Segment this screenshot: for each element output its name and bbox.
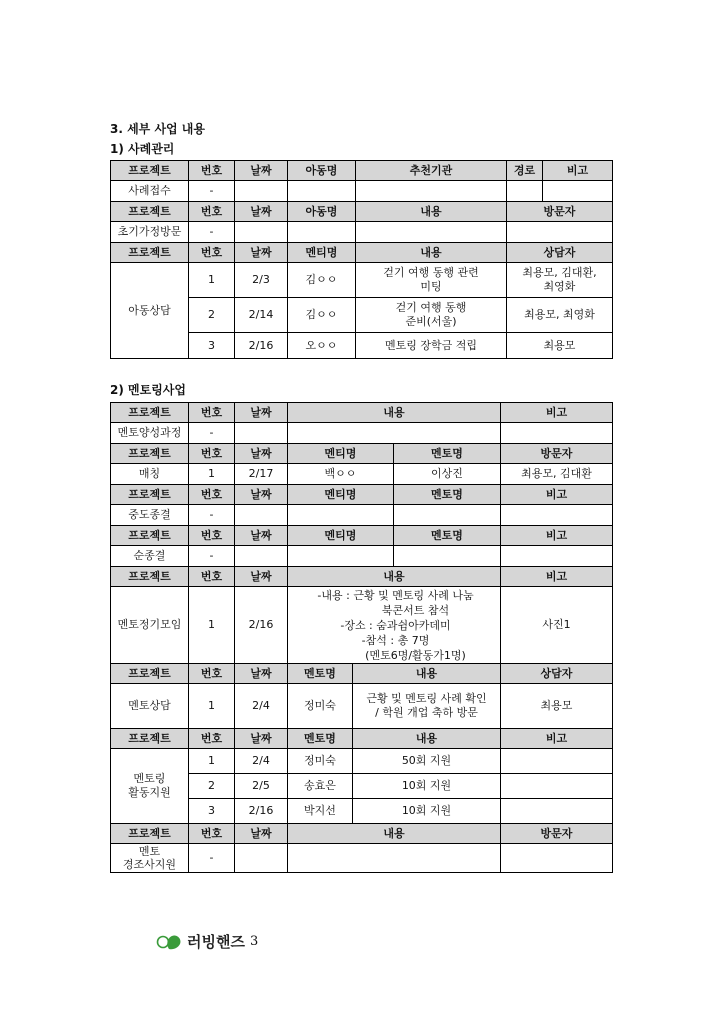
- cell-counselor: 최용모: [501, 684, 613, 729]
- cell-project: 멘토상담: [111, 684, 189, 729]
- cell-date: 2/16: [235, 799, 288, 824]
- cell-mentor: 송효은: [288, 774, 353, 799]
- header-cell: 비고: [501, 729, 613, 749]
- cell-project: 사례접수: [111, 181, 189, 202]
- cell-date: [235, 844, 288, 873]
- table-row: [111, 587, 613, 664]
- meeting-line: -장소 : 숨과쉼아카데미: [340, 618, 451, 632]
- header-cell: 프로젝트: [111, 444, 189, 464]
- cell-name: 오ㅇㅇ: [288, 333, 356, 359]
- cell-date: 2/5: [235, 774, 288, 799]
- meeting-line: -내용 : 근황 및 멘토링 사례 나눔: [317, 588, 474, 602]
- cell-no: 1: [189, 464, 235, 485]
- cell-mentee: [288, 505, 394, 526]
- cell-note: [543, 181, 613, 202]
- header-cell: 날짜: [235, 729, 288, 749]
- page-number: 3: [249, 934, 259, 949]
- cell-no: 1: [189, 749, 235, 774]
- cell-note: [501, 505, 613, 526]
- cell-project: 중도종결: [111, 505, 189, 526]
- cell-content: 멘토링 장학금 적립: [356, 333, 507, 359]
- header-cell: 내용: [288, 403, 501, 423]
- table-header-row: [111, 567, 613, 587]
- cell-no: -: [189, 222, 235, 243]
- cell-visitor: [501, 844, 613, 873]
- cell-content: 10회 지원: [353, 799, 501, 824]
- header-cell: 내용: [356, 243, 507, 263]
- content-line: 걷기 여행 동행: [395, 301, 467, 314]
- table-header-row: [111, 526, 613, 546]
- cell-no: -: [189, 423, 235, 444]
- project-line: 멘토: [138, 845, 161, 858]
- header-cell: 멘토명: [394, 444, 501, 464]
- header-cell: 상담자: [507, 243, 613, 263]
- header-cell: 멘토명: [394, 485, 501, 505]
- cell-no: 1: [189, 263, 235, 298]
- cell-counselor: 최용모, 최영화: [507, 298, 613, 333]
- project-line: 경조사지원: [122, 858, 177, 871]
- cell-date: [235, 423, 288, 444]
- cell-no: -: [189, 505, 235, 526]
- cell-name: 김ㅇㅇ: [288, 263, 356, 298]
- cell-project: 초기가정방문: [111, 222, 189, 243]
- header-cell: 프로젝트: [111, 526, 189, 546]
- header-cell: 날짜: [235, 485, 288, 505]
- cell-no: 2: [189, 298, 235, 333]
- cell-mentor: [394, 505, 501, 526]
- cell-visitor: [507, 222, 613, 243]
- cell-date: [235, 222, 288, 243]
- header-cell: 프로젝트: [111, 202, 189, 222]
- cell-project: [111, 749, 189, 824]
- cell-content: [288, 423, 501, 444]
- cell-project: 아동상담: [111, 263, 189, 359]
- header-cell: 비고: [501, 526, 613, 546]
- header-cell: 아동명: [288, 202, 356, 222]
- header-cell: 내용: [353, 729, 501, 749]
- cell-date: 2/17: [235, 464, 288, 485]
- header-cell: 번호: [189, 526, 235, 546]
- table-header-row: [111, 664, 613, 684]
- cell-no: 1: [189, 587, 235, 664]
- cell-mentor: 박지선: [288, 799, 353, 824]
- header-cell: 프로젝트: [111, 485, 189, 505]
- cell-no: 3: [189, 333, 235, 359]
- table-header-row: [111, 444, 613, 464]
- cell-name: [288, 222, 356, 243]
- cell-note: [501, 799, 613, 824]
- cell-mentor: 정미숙: [288, 684, 353, 729]
- section-heading-case-management: 1) 사례관리: [110, 142, 175, 156]
- header-cell: 프로젝트: [111, 243, 189, 263]
- header-cell: 추천기관: [356, 161, 507, 181]
- cell-mentor: 정미숙: [288, 749, 353, 774]
- cell-date: [235, 505, 288, 526]
- cell-no: -: [189, 844, 235, 873]
- mentoring-table: [110, 402, 613, 873]
- header-cell: 날짜: [235, 161, 288, 181]
- header-cell: 번호: [189, 729, 235, 749]
- header-cell: 내용: [288, 824, 501, 844]
- table-header-row: [111, 243, 613, 263]
- cell-date: 2/4: [235, 749, 288, 774]
- header-cell: 멘티명: [288, 526, 394, 546]
- footer-logo: [155, 931, 258, 952]
- cell-project: 순종결: [111, 546, 189, 567]
- cell-content: 50회 지원: [353, 749, 501, 774]
- header-cell: 날짜: [235, 403, 288, 423]
- header-cell: 번호: [189, 243, 235, 263]
- table-header-row: [111, 485, 613, 505]
- cell-content: [288, 844, 501, 873]
- header-cell: 날짜: [235, 526, 288, 546]
- table-row: [111, 546, 613, 567]
- table-row: [111, 423, 613, 444]
- cell-content: [356, 298, 507, 333]
- case-management-table: [110, 160, 613, 359]
- cell-no: 3: [189, 799, 235, 824]
- header-cell: 번호: [189, 403, 235, 423]
- header-cell: 날짜: [235, 202, 288, 222]
- cell-note: [501, 774, 613, 799]
- header-cell: 프로젝트: [111, 729, 189, 749]
- cell-no: 1: [189, 684, 235, 729]
- content-line: 준비(서울): [405, 315, 457, 328]
- table-header-row: [111, 161, 613, 181]
- header-cell: 방문자: [501, 824, 613, 844]
- table-row: [111, 749, 613, 774]
- cell-no: -: [189, 181, 235, 202]
- table-header-row: [111, 403, 613, 423]
- header-cell: 멘토명: [394, 526, 501, 546]
- cell-counselor: [507, 263, 613, 298]
- header-cell: 멘티명: [288, 485, 394, 505]
- header-cell: 번호: [189, 664, 235, 684]
- header-cell: 번호: [189, 444, 235, 464]
- project-line: 멘토링: [133, 772, 166, 785]
- cell-date: [235, 181, 288, 202]
- cell-date: 2/16: [235, 333, 288, 359]
- meeting-line: (멘토6명/활동가1명): [365, 648, 466, 662]
- cell-name: 김ㅇㅇ: [288, 298, 356, 333]
- header-cell: 번호: [189, 161, 235, 181]
- cell-note: [501, 749, 613, 774]
- cell-note: [501, 546, 613, 567]
- header-cell: 비고: [501, 485, 613, 505]
- header-cell: 내용: [356, 202, 507, 222]
- table-header-row: [111, 729, 613, 749]
- meeting-line: 북콘서트 참석: [381, 603, 450, 617]
- hands-logo-icon: [155, 932, 183, 952]
- cell-note: 사진1: [501, 587, 613, 664]
- cell-project: 매칭: [111, 464, 189, 485]
- cell-project: 멘토정기모임: [111, 587, 189, 664]
- header-cell: 번호: [189, 485, 235, 505]
- cell-name: [288, 181, 356, 202]
- header-cell: 멘토명: [288, 729, 353, 749]
- header-cell: 번호: [189, 824, 235, 844]
- content-line: 미팅: [420, 280, 442, 293]
- header-cell: 방문자: [501, 444, 613, 464]
- table-header-row: [111, 202, 613, 222]
- content-line: / 학원 개업 축하 방문: [375, 706, 478, 719]
- cell-date: 2/16: [235, 587, 288, 664]
- header-cell: 비고: [501, 403, 613, 423]
- content-line: 걷기 여행 동행 관련: [383, 266, 479, 279]
- cell-project: [111, 844, 189, 873]
- header-cell: 상담자: [501, 664, 613, 684]
- table-row: [111, 222, 613, 243]
- cell-no: -: [189, 546, 235, 567]
- cell-date: [235, 546, 288, 567]
- table-row: [111, 684, 613, 729]
- cell-mentee: [288, 546, 394, 567]
- counselor-line: 최영화: [543, 280, 576, 293]
- header-cell: 번호: [189, 202, 235, 222]
- cell-date: 2/4: [235, 684, 288, 729]
- header-cell: 내용: [288, 567, 501, 587]
- table-row: [111, 181, 613, 202]
- table-row: [111, 844, 613, 873]
- cell-date: 2/3: [235, 263, 288, 298]
- header-cell: 비고: [501, 567, 613, 587]
- header-cell: 날짜: [235, 824, 288, 844]
- project-line: 활동지원: [128, 786, 171, 799]
- header-cell: 날짜: [235, 567, 288, 587]
- header-cell: 멘토명: [288, 664, 353, 684]
- header-cell: 프로젝트: [111, 567, 189, 587]
- cell-mentor: 이상진: [394, 464, 501, 485]
- header-cell: 번호: [189, 567, 235, 587]
- cell-content: [356, 263, 507, 298]
- counselor-line: 최용모, 김대환,: [522, 266, 597, 279]
- header-cell: 프로젝트: [111, 403, 189, 423]
- cell-content: [353, 684, 501, 729]
- cell-mentee: 백ㅇㅇ: [288, 464, 394, 485]
- header-cell: 비고: [543, 161, 613, 181]
- section-heading-mentoring: 2) 멘토링사업: [110, 383, 186, 397]
- table-row: [111, 505, 613, 526]
- header-cell: 프로젝트: [111, 664, 189, 684]
- header-cell: 멘티명: [288, 444, 394, 464]
- cell-mentor: [394, 546, 501, 567]
- header-cell: 방문자: [507, 202, 613, 222]
- cell-content: [288, 587, 501, 664]
- header-cell: 멘티명: [288, 243, 356, 263]
- cell-agency: [356, 181, 507, 202]
- cell-note: [501, 423, 613, 444]
- cell-route: [507, 181, 543, 202]
- logo-text: 러빙핸즈: [187, 933, 245, 951]
- header-cell: 프로젝트: [111, 161, 189, 181]
- cell-content: [356, 222, 507, 243]
- cell-date: 2/14: [235, 298, 288, 333]
- table-header-row: [111, 824, 613, 844]
- cell-no: 2: [189, 774, 235, 799]
- cell-project: 멘토양성과정: [111, 423, 189, 444]
- cell-counselor: 최용모: [507, 333, 613, 359]
- header-cell: 날짜: [235, 444, 288, 464]
- table-row: [111, 464, 613, 485]
- header-cell: 경로: [507, 161, 543, 181]
- cell-content: 10회 지원: [353, 774, 501, 799]
- header-cell: 날짜: [235, 664, 288, 684]
- table-row: [111, 263, 613, 298]
- content-line: 근황 및 멘토링 사례 확인: [366, 692, 487, 705]
- header-cell: 내용: [353, 664, 501, 684]
- cell-visitor: 최용모, 김대환: [501, 464, 613, 485]
- header-cell: 날짜: [235, 243, 288, 263]
- section-heading-main: 3. 세부 사업 내용: [110, 122, 205, 136]
- header-cell: 아동명: [288, 161, 356, 181]
- header-cell: 프로젝트: [111, 824, 189, 844]
- meeting-line: -참석 : 총 7명: [361, 633, 430, 647]
